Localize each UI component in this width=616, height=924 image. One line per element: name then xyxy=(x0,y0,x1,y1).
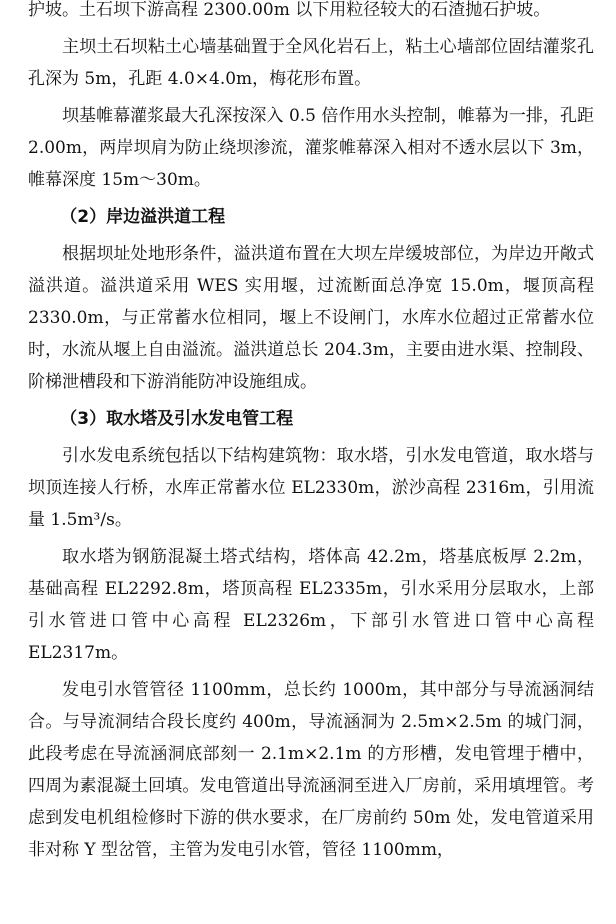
paragraph-curtain-grouting: 坝基帷幕灌浆最大孔深按深入 0.5 倍作用水头控制，帷幕为一排，孔距 2.00m，两岸坝肩为防止绕坝渗流，灌浆帷幕深入相对不透水层以下 3m，帷幕深度 15m～30m。 xyxy=(28,106,594,190)
paragraph-core-wall-grouting: 主坝土石坝粘土心墙基础置于全风化岩石上，粘土心墙部位固结灌浆孔孔深为 5m，孔距 4.0×4.0m，梅花形布置。 xyxy=(28,37,594,89)
paragraph-slope-protection: 护坡。土石坝下游高程 2300.00m 以下用粒径较大的石渣抛石护坡。 xyxy=(28,0,551,20)
paragraph-intake-tower: 取水塔为钢筋混凝土塔式结构，塔体高 42.2m，塔基底板厚 2.2m，基础高程 EL2292.8m，塔顶高程 EL2335m，引水采用分层取水，上部引水管进口管中心高程 EL2326m，下部引水管进口管中心高程 EL2317m。 xyxy=(28,547,594,663)
paragraph-diversion-system: 引水发电系统包括以下结构建筑物：取水塔，引水发电管道，取水塔与坝顶连接人行桥，水库正常蓄水位 EL2330m，淤沙高程 2316m，引用流量 1.5m³/s。 xyxy=(28,446,594,530)
section-heading-intake-tower: （3）取水塔及引水发电管工程 xyxy=(60,409,294,429)
paragraph-penstock: 发电引水管管径 1100mm，总长约 1000m，其中部分与导流涵洞结合。与导流洞结合段长度约 400m，导流涵洞为 2.5m×2.5m 的城门洞，此段考虑在导流涵洞底部刻一 2.1m×2.1m 的方形槽，发电管埋于槽中，四周为素混凝土回填。发电管道出导流涵洞至进入厂房前，采用填埋管。考虑到发电机组检修时下游的供水要求，在厂房前约 50m 处，发电管道采用非对称 Y 型岔管，主管为发电引水管，管径 1100mm， xyxy=(28,680,594,860)
paragraph-spillway: 根据坝址处地形条件，溢洪道布置在大坝左岸缓坡部位，为岸边开敞式溢洪道。溢洪道采用 WES 实用堰，过流断面总净宽 15.0m，堰顶高程 2330.0m，与正常蓄水位相同，堰上不设闸门，水库水位超过正常蓄水位时，水流从堰上自由溢流。溢洪道总长 204.3m，主要由进水渠、控制段、阶梯泄槽段和下游消能防冲设施组成。 xyxy=(28,244,594,392)
section-heading-spillway: （2）岸边溢洪道工程 xyxy=(60,207,226,227)
